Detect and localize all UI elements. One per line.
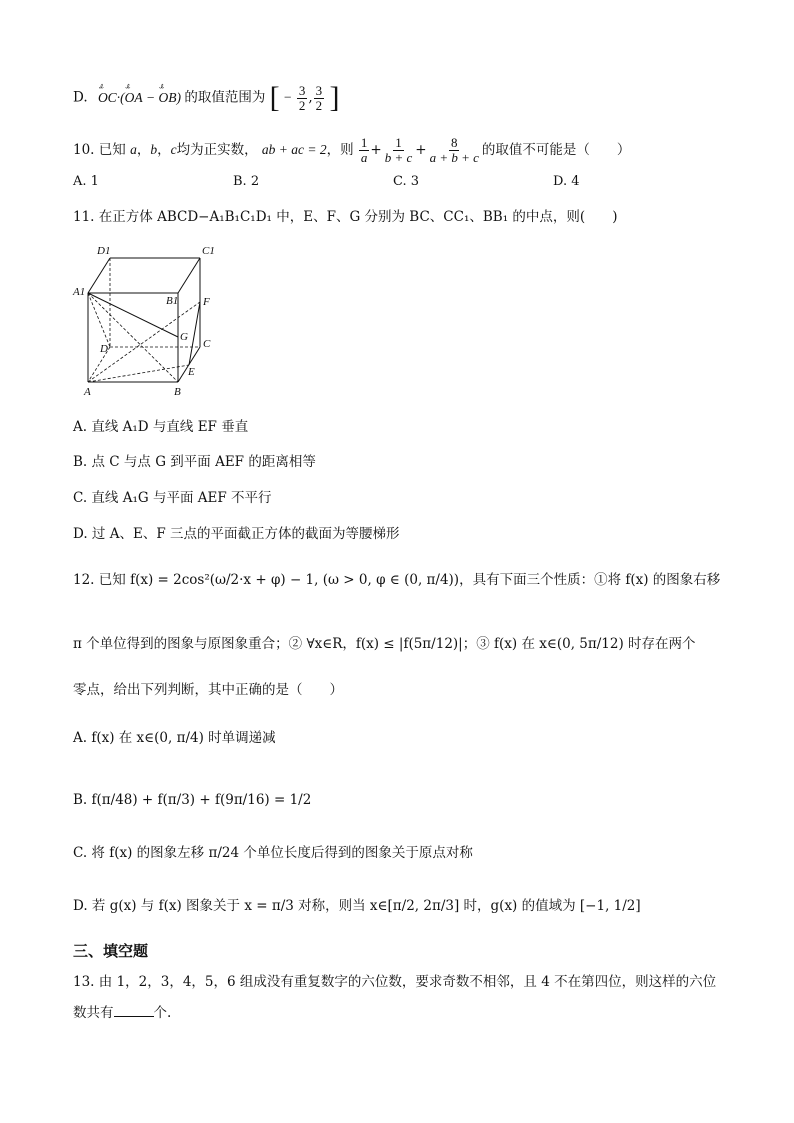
option-d[interactable]: D. 4: [553, 174, 580, 189]
q11-option-b[interactable]: [73, 452, 316, 472]
q12-stem-line1: [73, 570, 720, 590]
q13-stem-line1: [73, 972, 716, 992]
label-f: F: [203, 296, 210, 308]
bracket-right: ]: [329, 81, 340, 114]
fraction-neg-three-halves: $\frac{3}{2}$: [298, 82, 306, 113]
label-c1: C1: [202, 245, 215, 257]
option-text: C. 直线 A₁G 与平面 AEF 不平行: [73, 490, 272, 506]
option-text: B. 点 C 与点 G 到平面 AEF 的距离相等: [73, 454, 316, 470]
stem-text: 数共有: [73, 1005, 114, 1021]
q12-stem-line3: [73, 680, 343, 700]
q9-option-d: D. ꕊ OC·(ꕊ OA − ꕊ OB) 的取值范围为 [ − $\frac{3}{2}$ , $\frac{3}{2}$ ]: [73, 83, 339, 113]
cube-figure: [70, 240, 230, 400]
label-d1: D1: [97, 245, 111, 257]
q11-stem: [73, 207, 617, 227]
stem-text: 零点，给出下列判断，其中正确的是（ ）: [73, 682, 343, 698]
stem-text: 在正方体 ABCD−A₁B₁C₁D₁ 中，E、F、G 分别为 BC、CC₁、BB₁ 的中点，则( ): [98, 209, 618, 225]
option-text: A. 直线 A₁D 与直线 EF 垂直: [73, 419, 249, 435]
stem-text: π 个单位得到的图象与原图象重合；② ∀x∈R，f(x) ≤ |f(5π/12)|；③ f(x) 在 x∈(0, 5π/12) 时存在两个: [73, 636, 696, 652]
q12-option-d[interactable]: [73, 896, 641, 916]
option-text: 的取值范围为: [184, 89, 266, 106]
option-text: C. 将 f(x) 的图象左移 π/24 个单位长度后得到的图象关于原点对称: [73, 845, 473, 861]
var-a: a: [130, 142, 137, 157]
option-b[interactable]: B. 2: [233, 174, 260, 189]
q12-option-a[interactable]: [73, 728, 276, 748]
q13-stem-line2: [73, 1002, 171, 1023]
vector-expression: ꕊ OC·(ꕊ OA − ꕊ OB): [98, 90, 184, 105]
q11-option-c[interactable]: [73, 488, 272, 508]
label-a1: A1: [73, 286, 86, 298]
stem-text: 个.: [153, 1005, 172, 1021]
fraction-1-over-bc: $\frac{1}{b + c}$: [384, 135, 413, 165]
option-a[interactable]: A. 1: [73, 174, 99, 189]
section-title: 三、填空题: [73, 942, 149, 960]
fraction-1-over-a: $\frac{1}{a}$: [360, 135, 368, 165]
stem-text: 已知 f(x) = 2cos²(ω/2·x + φ) − 1, (ω > 0, φ ∈ (0, π/4))，具有下面三个性质：①将 f(x) 的图象右移: [98, 572, 721, 588]
fraction-8-over-abc: $\frac{8}{a + b + c}$: [429, 135, 479, 165]
question-number: 11.: [73, 209, 95, 225]
option-label: D.: [73, 89, 88, 106]
option-text: D. 若 g(x) 与 f(x) 图象关于 x = π/3 对称，则当 x∈[π/2, 2π/3] 时，g(x) 的值域为 [−1, 1/2]: [73, 898, 641, 914]
bracket-left: [: [269, 81, 280, 114]
q12-option-b[interactable]: [73, 790, 311, 810]
stem-text: 已知: [98, 142, 126, 158]
stem-text: 均为正实数，: [176, 142, 258, 158]
q12-option-c[interactable]: [73, 843, 473, 863]
label-b: B: [174, 386, 181, 398]
q11-option-d[interactable]: [73, 524, 399, 544]
label-a: A: [84, 386, 91, 398]
question-number: 13.: [73, 974, 95, 990]
label-b1: B1: [166, 295, 179, 307]
label-d: D: [100, 343, 108, 355]
option-text: B. f(π/48) + f(π/3) + f(9π/16) = 1/2: [73, 792, 312, 808]
var-b: b: [150, 142, 158, 157]
q10-options: [73, 174, 713, 189]
question-number: 10.: [73, 142, 95, 158]
option-text: A. f(x) 在 x∈(0, π/4) 时单调递减: [73, 730, 276, 746]
stem-text: ，则: [326, 142, 354, 158]
minus-sign: −: [283, 89, 292, 105]
q12-stem-line2: [73, 634, 696, 654]
option-text: D. 过 A、E、F 三点的平面截正方体的截面为等腰梯形: [73, 526, 400, 542]
fraction-three-halves: $\frac{3}{2}$: [315, 82, 323, 113]
label-e: E: [188, 366, 195, 378]
var-c: c: [170, 142, 177, 157]
option-c[interactable]: C. 3: [393, 174, 420, 189]
label-c: C: [203, 338, 211, 350]
q10-stem: 10. 已知 a，b，c均为正实数， ab + ac = 2，则 $\frac{1}{a}$ + $\frac{1}{b + c}$ + $\frac{8}{a + b + c}$ 的取值不可能是（ ）: [73, 135, 631, 165]
label-g: G: [180, 331, 188, 343]
q11-option-a[interactable]: [73, 417, 248, 437]
stem-text: 由 1，2，3，4，5，6 组成没有重复数字的六位数，要求奇数不相邻，且 4 不在第四位，则这样的六位: [98, 974, 717, 990]
question-number: 12.: [73, 572, 95, 588]
answer-blank[interactable]: [114, 1002, 154, 1017]
stem-text: 的取值不可能是（ ）: [481, 142, 631, 158]
condition: ab + ac = 2: [261, 142, 327, 157]
